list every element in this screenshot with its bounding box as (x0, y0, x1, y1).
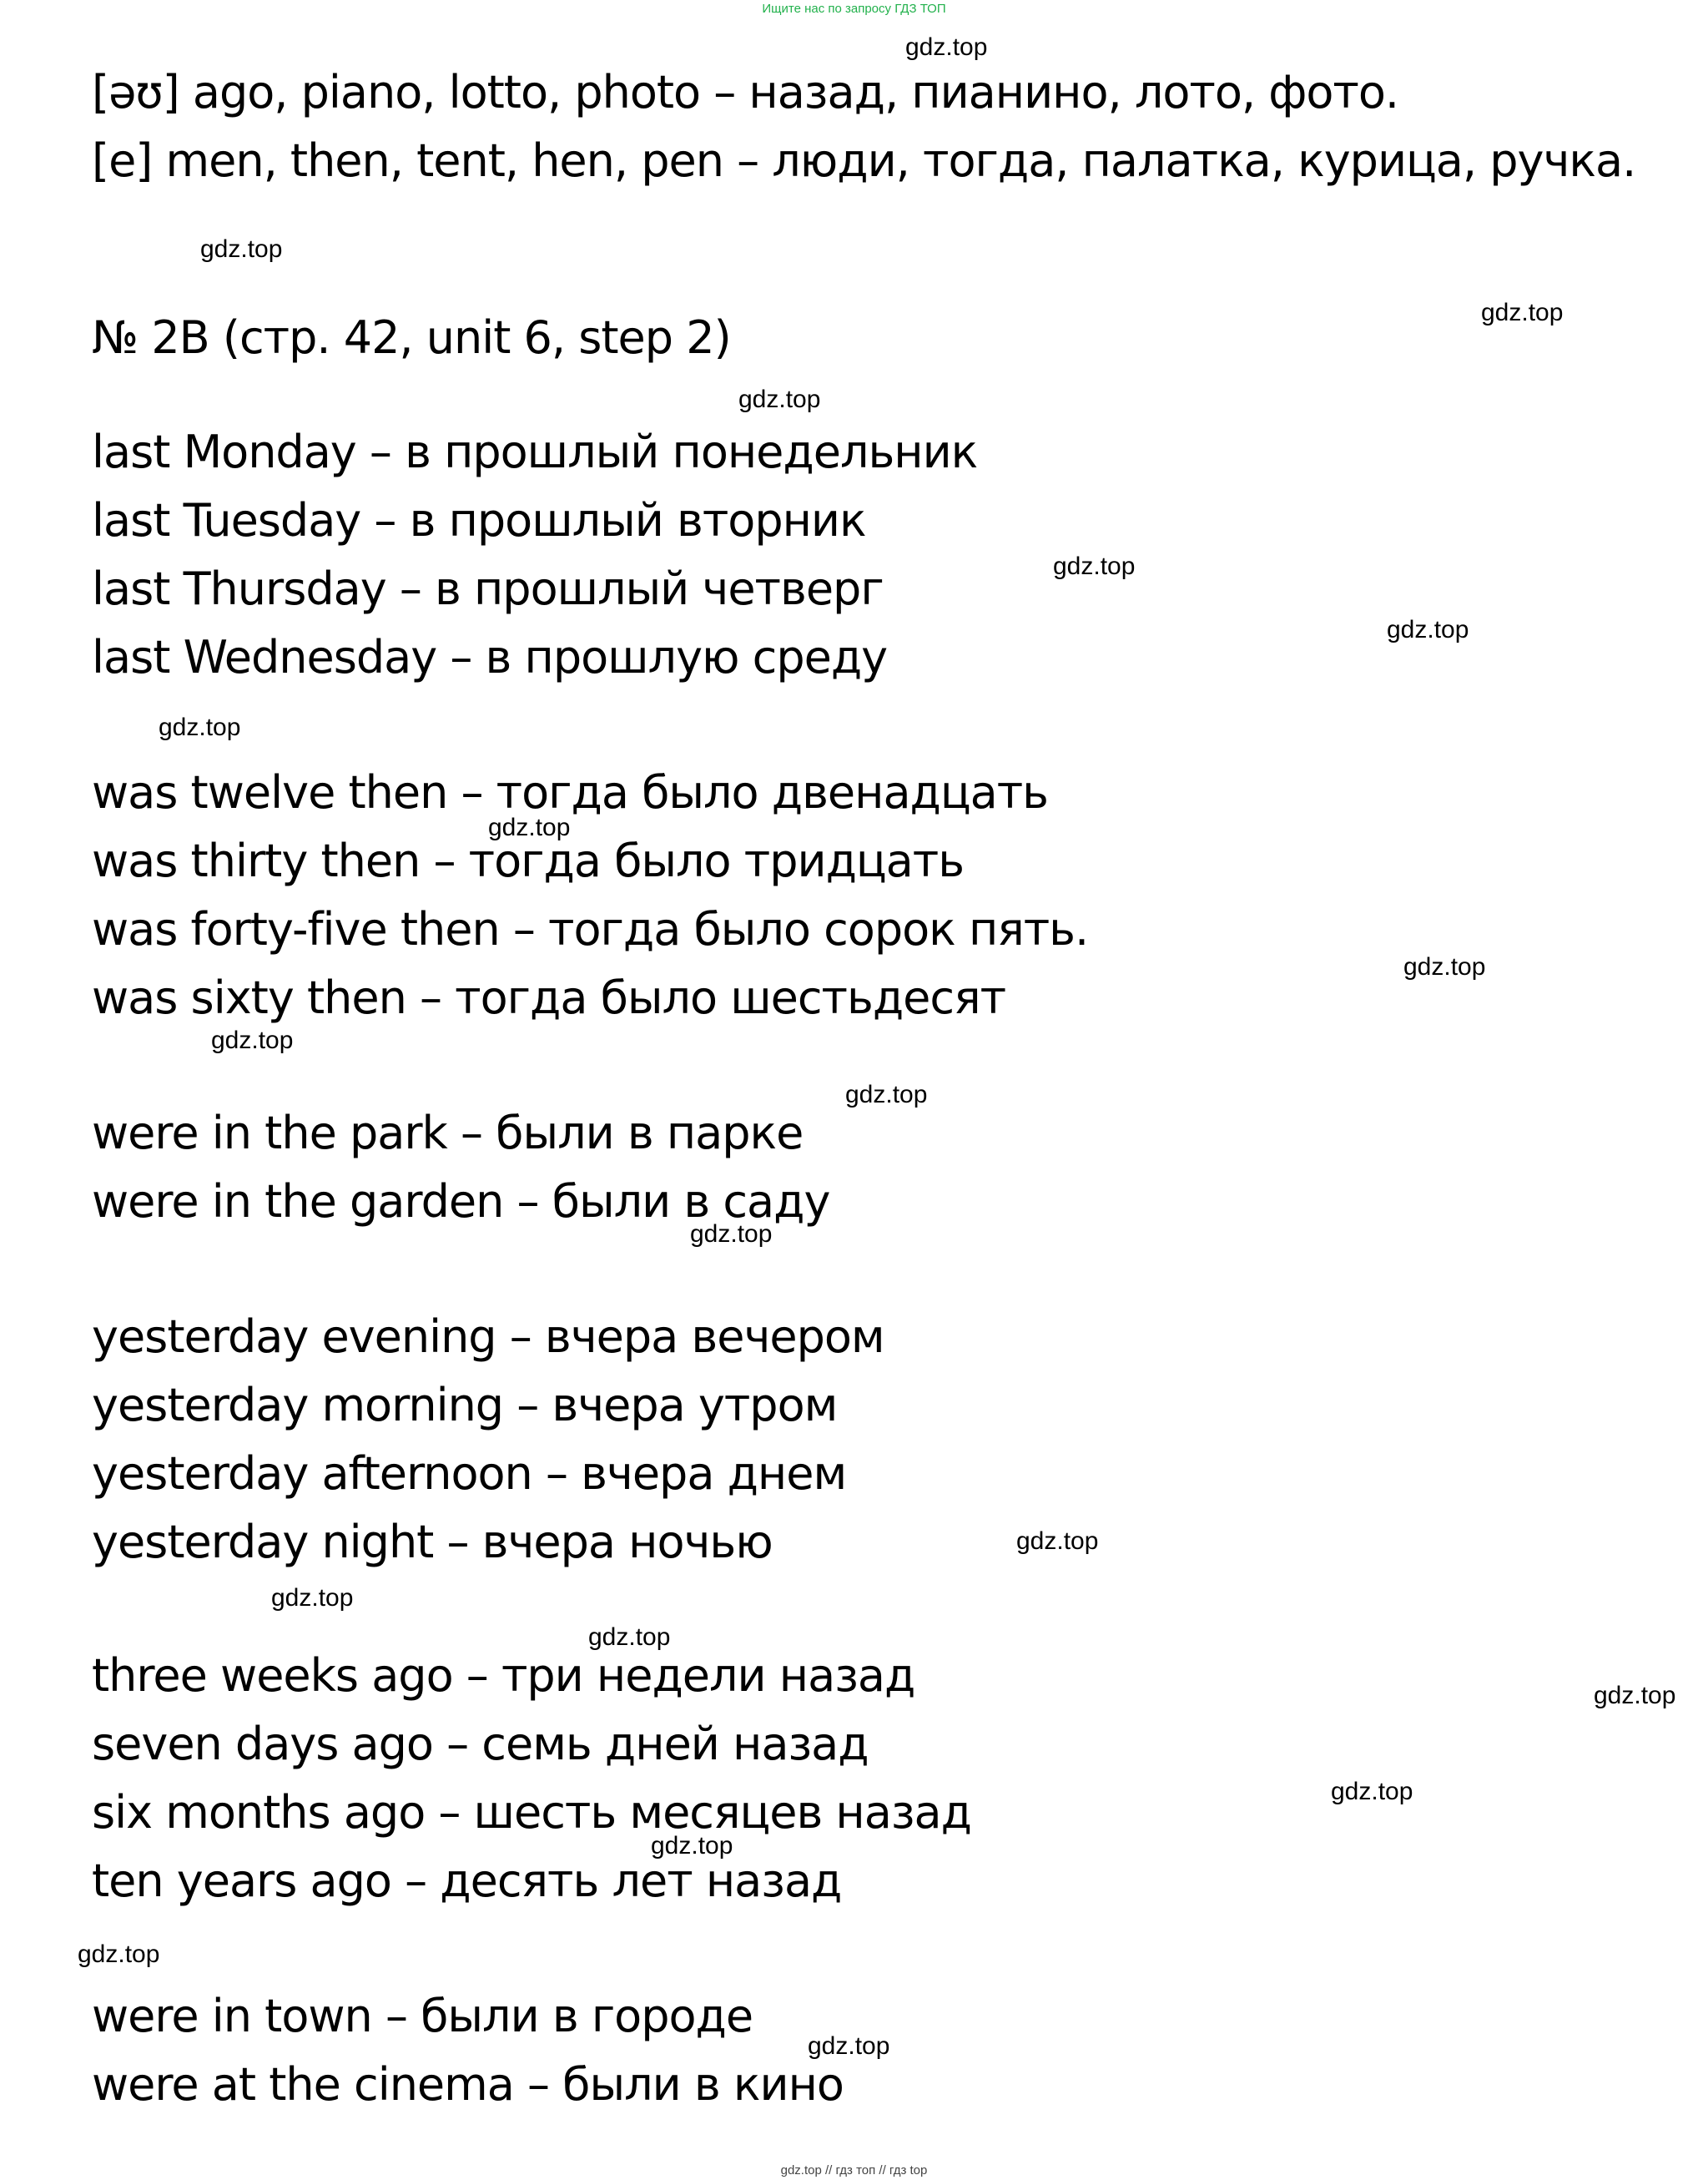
phrase-line: seven days ago – семь дней назад (92, 1718, 869, 1770)
phrase-line: last Tuesday – в прошлый вторник (92, 494, 866, 547)
watermark: gdz.top (78, 1940, 160, 1968)
phonetics-line-ou: [əʊ] ago, piano, lotto, photo – назад, пианино, лото, фото. (92, 66, 1399, 119)
watermark: gdz.top (651, 1832, 733, 1860)
watermark: gdz.top (905, 33, 988, 61)
phrase-line: was twelve then – тогда было двенадцать (92, 766, 1048, 819)
watermark: gdz.top (211, 1027, 294, 1054)
watermark: gdz.top (1053, 553, 1136, 580)
phrase-line: ten years ago – десять лет назад (92, 1855, 842, 1907)
phrase-line: last Monday – в прошлый понедельник (92, 426, 978, 478)
phrase-line: last Thursday – в прошлый четверг (92, 563, 884, 615)
phrase-line: was thirty then – тогда было тридцать (92, 835, 965, 887)
watermark: gdz.top (690, 1220, 773, 1248)
watermark: gdz.top (808, 2032, 890, 2060)
phrase-line: yesterday afternoon – вчера днем (92, 1447, 847, 1500)
phrase-line: was forty-five then – тогда было сорок пять. (92, 903, 1089, 956)
watermark: gdz.top (1331, 1778, 1413, 1805)
footer-watermark: gdz.top // гдз топ // гдз top (780, 2163, 928, 2177)
watermark: gdz.top (845, 1081, 928, 1108)
phrase-line: yesterday night – вчера ночью (92, 1516, 773, 1568)
phrase-line: were in the garden – были в саду (92, 1175, 830, 1228)
watermark: gdz.top (488, 814, 571, 841)
exercise-heading: № 2B (стр. 42, unit 6, step 2) (92, 311, 731, 364)
phrase-line: were in the park – были в парке (92, 1107, 804, 1159)
phonetics-line-e: [e] men, then, tent, hen, pen – люди, тогда, палатка, курица, ручка. (92, 134, 1636, 187)
watermark: gdz.top (1403, 953, 1486, 981)
watermark: gdz.top (1387, 616, 1469, 643)
watermark: gdz.top (200, 235, 283, 263)
phrase-line: was sixty then – тогда было шестьдесят (92, 971, 1006, 1024)
watermark: gdz.top (588, 1623, 671, 1651)
watermark: gdz.top (271, 1584, 354, 1612)
watermark: gdz.top (1594, 1682, 1676, 1709)
phrase-line: were in town – были в городе (92, 1990, 753, 2042)
phrase-line: last Wednesday – в прошлую среду (92, 631, 888, 684)
phrase-line: yesterday evening – вчера вечером (92, 1310, 884, 1363)
phrase-line: were at the cinema – были в кино (92, 2058, 844, 2111)
top-banner: Ищите нас по запросу ГДЗ ТОП (762, 2, 946, 16)
watermark: gdz.top (1481, 299, 1564, 326)
watermark: gdz.top (738, 386, 821, 413)
watermark: gdz.top (159, 714, 241, 741)
phrase-line: six months ago – шесть месяцев назад (92, 1786, 971, 1839)
watermark: gdz.top (1016, 1527, 1099, 1555)
phrase-line: three weeks ago – три недели назад (92, 1649, 915, 1702)
phrase-line: yesterday morning – вчера утром (92, 1379, 838, 1431)
